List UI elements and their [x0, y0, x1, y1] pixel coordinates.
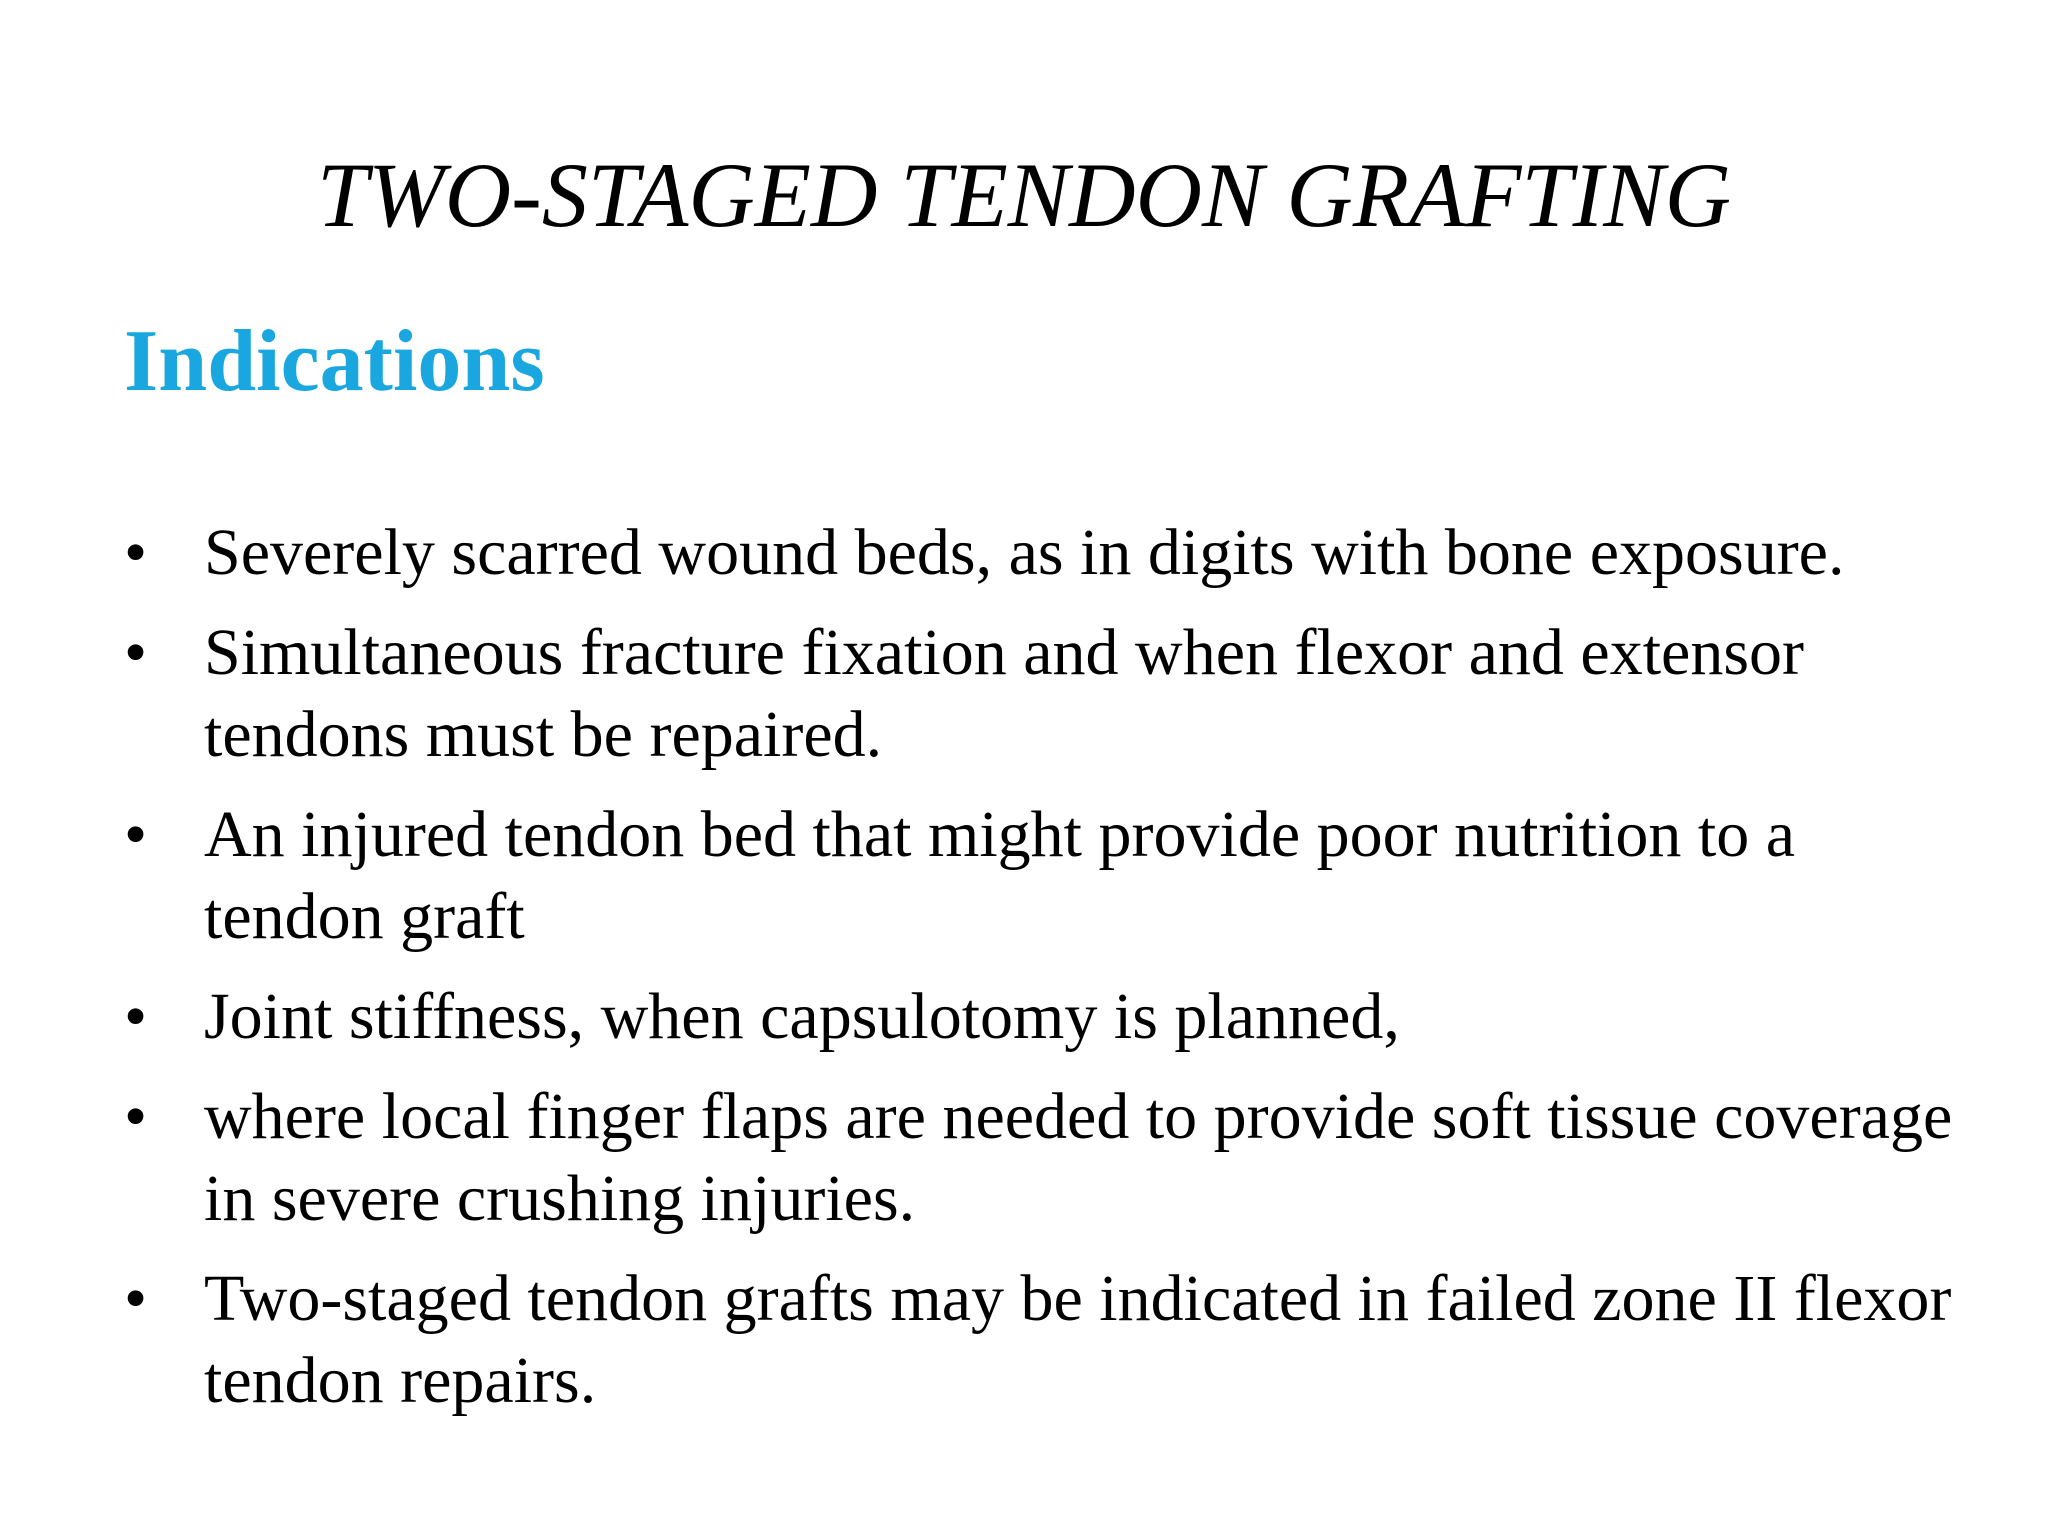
bullet-text: Simultaneous fracture fixation and when flexor and extensor tendons must be repaired. [204, 616, 1804, 771]
list-item [124, 612, 1984, 776]
list-item [124, 976, 1984, 1058]
bullet-text: where local finger flaps are needed to provide soft tissue coverage in severe crushing injuries. [204, 1080, 1953, 1235]
bullet-icon: • [124, 516, 148, 589]
bullet-icon: • [124, 1080, 148, 1153]
list-item [124, 1076, 1984, 1240]
list-item [124, 794, 1984, 958]
bullet-list [124, 512, 1984, 1440]
bullet-icon: • [124, 980, 148, 1053]
bullet-text: An injured tendon bed that might provide poor nutrition to a tendon graft [204, 798, 1796, 953]
bullet-text: Two-staged tendon grafts may be indicated in failed zone II flexor tendon repairs. [204, 1262, 1952, 1417]
list-item [124, 512, 1984, 594]
bullet-text: Joint stiffness, when capsulotomy is planned, [204, 980, 1400, 1053]
list-item [124, 1258, 1984, 1422]
slide-title: TWO-STAGED TENDON GRAFTING [316, 144, 1732, 246]
bullet-icon: • [124, 616, 148, 689]
bullet-icon: • [124, 1262, 148, 1335]
bullet-icon: • [124, 798, 148, 871]
section-heading: Indications [124, 313, 545, 410]
bullet-text: Severely scarred wound beds, as in digits with bone exposure. [204, 516, 1845, 589]
